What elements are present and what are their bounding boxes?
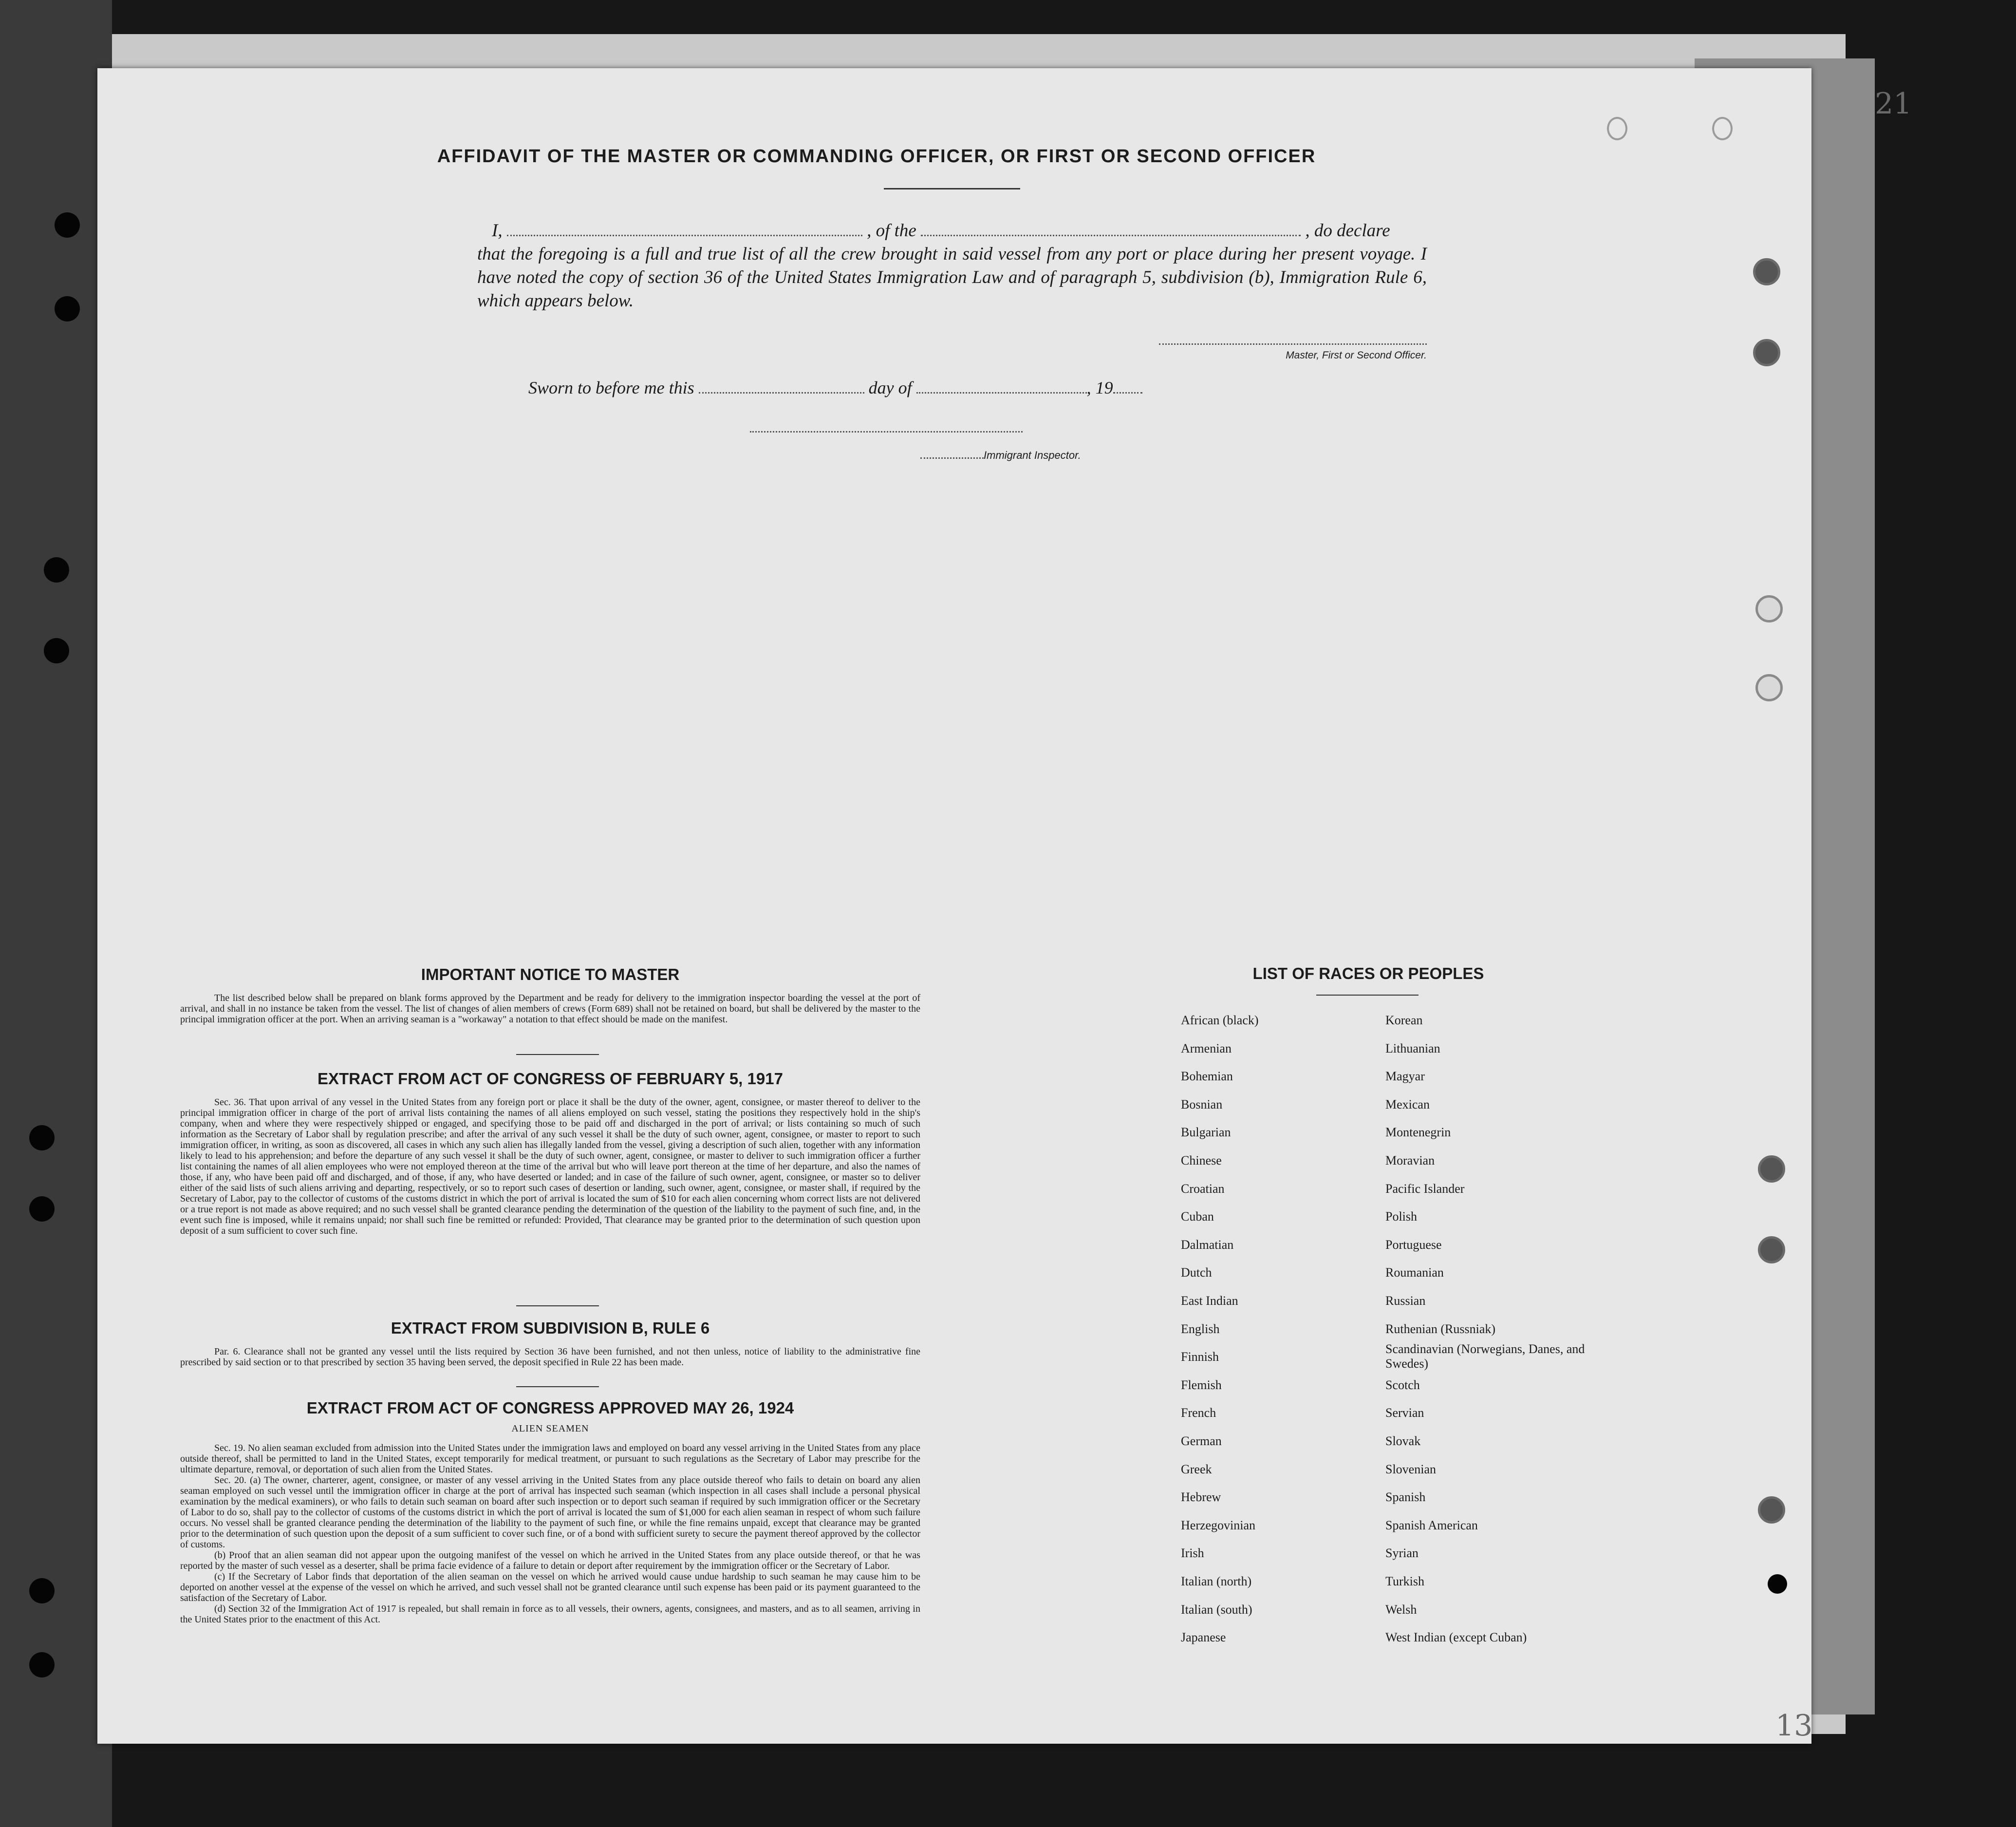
race-item: Pacific Islander xyxy=(1385,1182,1465,1196)
race-item: Korean xyxy=(1385,1013,1423,1027)
punch-hole xyxy=(29,1196,55,1222)
grommet xyxy=(1712,117,1733,140)
page-number-note: 13 xyxy=(1775,1709,1813,1743)
binder-ring xyxy=(1758,1155,1785,1183)
race-item: Bulgarian xyxy=(1181,1125,1231,1139)
race-item: Turkish xyxy=(1385,1574,1424,1588)
page-number-note: 21 xyxy=(1875,87,1912,121)
affidavit-declaration-line xyxy=(492,220,1427,241)
extract-1924-paragraph: Sec. 19. No alien seaman excluded from admission into the United States under the immigration laws and employed on board any vessel arriving in the United States from any place outside thereof, shall be permitted to land in the United States, except temporarily for medical treatment, or pursuant to such regulations as the Secretary of Labor may prescribe for the ultimate departure, removal, or deportation of such alien from the United States. xyxy=(180,1443,920,1475)
binder-ring xyxy=(1758,1496,1785,1524)
day-blank xyxy=(699,392,864,394)
extract-1924-paragraph: (b) Proof that an alien seaman did not appear upon the outgoing manifest of the vessel on which he arrived in the United States from any place outside thereof, or that he was reported by the master of such vessel as a deserter, shall be prima facie evidence of a failure to detain or deport after requirement by the immigration officer or the Secretary of Labor. xyxy=(180,1550,920,1571)
declare-label: , do declare xyxy=(1305,221,1390,241)
of-the-label: , of the xyxy=(867,221,916,241)
extract-1924-heading: EXTRACT FROM ACT OF CONGRESS APPROVED MAY 26, 1924 xyxy=(306,1399,794,1417)
race-item: Armenian xyxy=(1181,1041,1232,1055)
race-item: Moravian xyxy=(1385,1153,1435,1168)
extract-1924-subtitle: ALIEN SEAMEN xyxy=(511,1423,589,1434)
race-item: Mexican xyxy=(1385,1097,1430,1111)
race-item: Montenegrin xyxy=(1385,1125,1451,1139)
race-item: English xyxy=(1181,1322,1220,1336)
race-item: Welsh xyxy=(1385,1602,1417,1617)
race-item: Dalmatian xyxy=(1181,1238,1234,1252)
race-item: Chinese xyxy=(1181,1153,1222,1168)
races-heading: LIST OF RACES OR PEOPLES xyxy=(1252,964,1484,982)
race-item: Portuguese xyxy=(1385,1238,1442,1252)
race-item: Finnish xyxy=(1181,1350,1219,1364)
binder-ring xyxy=(1758,1236,1785,1263)
signature-line xyxy=(1159,343,1427,345)
signature-label: Master, First or Second Officer. xyxy=(1286,350,1427,361)
race-item: Hebrew xyxy=(1181,1490,1221,1504)
month-blank xyxy=(916,392,1087,394)
race-item: Greek xyxy=(1181,1462,1212,1476)
extract-1917-text: Sec. 36. That upon arrival of any vessel in the United States from any foreign port or place it shall be the duty of the owner, agent, consignee, or master thereof to deliver to the principal immigration officer in charge of the port of arrival lists containing the names of all aliens employed on such vessel, stating the positions they respectively hold in the ship's company, when and where they were respectively shipped or engaged, and specifying those to be paid off and discharged in the port of arrival; or lists containing so much of such information as the Secretary of Labor shall by regulation prescribe; and after the arrival of any such vessel it shall be the duty of such owner, agent, consignee, or master to report to such immigration officer, in writing, as soon as discovered, all cases in which any such alien has illegally landed from the vessel, giving a description of such alien, together with any information likely to lead to his apprehension; and before the departure of any such vessel it shall be the duty of such owner, agent, consignee, or master to deliver to such immigration officer a further list containing the names of all alien employees who were not employed thereon at the time of the arrival but who will leave port thereon at the time of her departure, and also the names of those, if any, who have been paid off and discharged, and of those, if any, who have deserted or landed; and in case of the failure of such owner, agent, consignee, or master so to deliver either of the said lists of such aliens arriving and departing, respectively, or so to report such cases of desertion or landing, such owner, agent, consignee, or master shall, if required by the Secretary of Labor, pay to the collector of customs of the customs district in which the port of arrival is located the sum of $10 for each alien concerning whom correct lists are not delivered or a true report is not made as above required; and no such vessel shall be granted clearance pending the determination of the question of the liability to the payment of such fine, and, in the event such fine is imposed, while it remains unpaid; nor shall such fine be remitted or refunded: Provided, That clearance may be granted prior to the determination of such question upon deposit of a sum sufficient to cover such fine. xyxy=(180,1097,920,1236)
race-item: Italian (south) xyxy=(1181,1602,1252,1617)
race-item: Cuban xyxy=(1181,1209,1214,1224)
punch-hole xyxy=(44,557,69,583)
race-item: Roumanian xyxy=(1385,1265,1444,1280)
race-item: Flemish xyxy=(1181,1378,1222,1392)
race-item: Servian xyxy=(1385,1406,1424,1420)
race-item: Japanese xyxy=(1181,1630,1226,1644)
race-item: Syrian xyxy=(1385,1546,1419,1560)
race-item: Polish xyxy=(1385,1209,1418,1224)
race-item: Irish xyxy=(1181,1546,1204,1560)
extract-1924-paragraph: (c) If the Secretary of Labor finds that deportation of the alien seaman on the vessel on which he arrived would cause undue hardship to such seaman he may cause him to be deported on another vessel at the expense of the vessel on which he arrived, and such vessel shall not be granted clearance until such expense has been paid or its payment guaranteed to the satisfaction of the Secretary of Labor. xyxy=(180,1571,920,1603)
extract-1917-heading: EXTRACT FROM ACT OF CONGRESS OF FEBRUARY 5, 1917 xyxy=(317,1070,783,1088)
race-item: French xyxy=(1181,1406,1216,1420)
race-item: Lithuanian xyxy=(1385,1041,1440,1055)
race-item: Magyar xyxy=(1385,1069,1425,1083)
inspector-label: Immigrant Inspector. xyxy=(920,449,1105,462)
affidavit-title: AFFIDAVIT OF THE MASTER OR COMMANDING OFFICER, OR FIRST OR SECOND OFFICER xyxy=(437,146,1316,167)
vessel-blank xyxy=(921,235,1301,236)
inspector-signature-line xyxy=(750,431,1023,433)
binder-hole xyxy=(1768,1574,1787,1594)
divider xyxy=(516,1305,599,1306)
extract-1924-paragraph: (d) Section 32 of the Immigration Act of 1917 is repealed, but shall remain in force as to all vessels, their owners, agents, consignees, and masters, and as to all seamen, arriving in the United States prior to the enactment of this Act. xyxy=(180,1603,920,1625)
extract-rule6-text: Par. 6. Clearance shall not be granted any vessel until the lists required by Section 36 have been furnished, and not then unless, notice of liability to the administrative fine prescribed by said section or to that prescribed by section 35 having been served, the deposit specified in Rule 22 has been made. xyxy=(180,1346,920,1368)
race-item: Bosnian xyxy=(1181,1097,1223,1111)
name-blank xyxy=(507,235,862,236)
race-item: Ruthenian (Russniak) xyxy=(1385,1322,1496,1336)
punch-hole xyxy=(55,212,80,238)
race-item: Dutch xyxy=(1181,1265,1212,1280)
sworn-prefix: Sworn to before me this xyxy=(528,378,694,397)
i-label: I, xyxy=(492,221,503,241)
race-item: Spanish xyxy=(1385,1490,1426,1504)
race-item: African (black) xyxy=(1181,1013,1259,1027)
extract-1924-paragraph: Sec. 20. (a) The owner, charterer, agent, consignee, or master of any vessel arriving in the United States from any place outside thereof who fails to detain on board any alien seaman employed on such vessel until the immigration officer in charge at the port of arrival has inspected such seaman (which inspection in all cases shall include a personal physical examination by the medical examiners), or who fails to detain such seaman on board after such inspection or to deport such seaman if required by such immigration officer or the Secretary of Labor to do so, shall pay to the collector of customs of the customs district in which the port of arrival is located the sum of $1,000 for each alien seaman in respect of whom such failure occurs. No vessel shall be granted clearance pending the determination of the liability to the payment of such fine, or while the fine remains unpaid, except that clearance may be granted prior to the determination of such question upon the deposit of a sum sufficient to cover such fine, or of a bond with sufficient surety to secure the payment thereof approved by the collector of customs. xyxy=(180,1475,920,1550)
races-divider xyxy=(1316,995,1419,996)
punch-hole xyxy=(55,296,80,321)
punch-hole xyxy=(29,1652,55,1677)
day-of-label: day of xyxy=(868,378,912,397)
divider xyxy=(516,1054,599,1055)
punch-hole xyxy=(29,1125,55,1150)
grommet xyxy=(1607,117,1627,140)
binder-ring xyxy=(1755,674,1783,701)
punch-hole xyxy=(44,638,69,663)
year-blank xyxy=(1113,392,1142,394)
affidavit-body: that the foregoing is a full and true list of all the crew brought in said vessel from any port or place during her present voyage. I have noted the copy of section 36 of the United States Immigration Law and of paragraph 5, subdivision (b), Immigration Rule 6, which appears below. xyxy=(477,244,1427,311)
race-item: Slovenian xyxy=(1385,1462,1436,1476)
race-item: Russian xyxy=(1385,1294,1426,1308)
race-item: Slovak xyxy=(1385,1434,1421,1448)
race-item: Croatian xyxy=(1181,1182,1225,1196)
race-item: Scandinavian (Norwegians, Danes, and Swedes) xyxy=(1385,1342,1585,1371)
race-item: Italian (north) xyxy=(1181,1574,1252,1588)
title-divider xyxy=(884,188,1020,189)
race-item: West Indian (except Cuban) xyxy=(1385,1630,1527,1644)
binder-edge xyxy=(0,0,112,1827)
binder-ring xyxy=(1755,595,1783,622)
race-item: Scotch xyxy=(1385,1378,1420,1392)
notice-text: The list described below shall be prepared on blank forms approved by the Department and be ready for delivery to the immigration inspector boarding the vessel at the port of arrival, and shall in no instance be taken from the vessel. The list of changes of alien members of crews (Form 689) shall not be retained on board, but shall be delivered by the master to the principal immigration officer at the port. When an arriving seaman is a "workaway" a notation to that effect should be made on the manifest. xyxy=(180,993,920,1025)
binder-ring xyxy=(1753,339,1780,366)
race-item: East Indian xyxy=(1181,1294,1238,1308)
race-item: Bohemian xyxy=(1181,1069,1233,1083)
binder-ring xyxy=(1753,258,1780,285)
race-item: German xyxy=(1181,1434,1222,1448)
notice-heading: IMPORTANT NOTICE TO MASTER xyxy=(421,965,680,983)
race-item: Herzegovinian xyxy=(1181,1518,1256,1532)
year-label: 19 xyxy=(1095,378,1113,397)
race-item: Spanish American xyxy=(1385,1518,1478,1532)
inspector-blank xyxy=(920,457,984,459)
divider xyxy=(516,1386,599,1387)
sworn-line: Sworn to before me this day of , 19 xyxy=(528,377,1210,398)
extract-rule6-heading: EXTRACT FROM SUBDIVISION B, RULE 6 xyxy=(391,1319,710,1337)
punch-hole xyxy=(29,1578,55,1603)
extract-1924-text xyxy=(180,1443,920,1625)
